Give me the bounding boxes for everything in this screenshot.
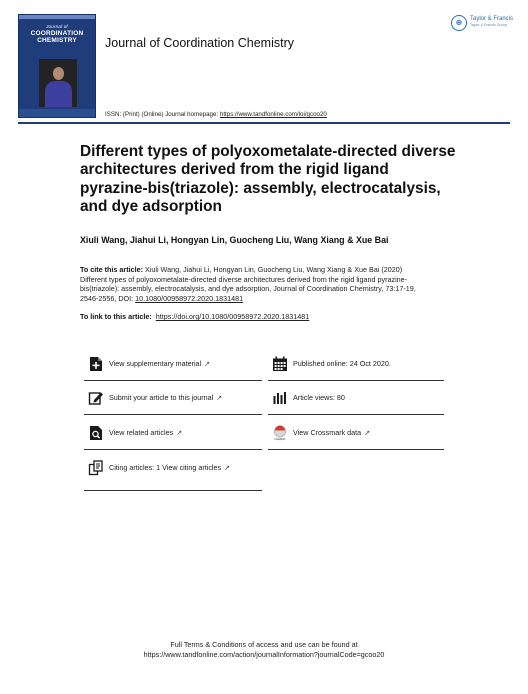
external-link-icon: ↗ bbox=[216, 395, 223, 402]
header-divider bbox=[18, 122, 510, 124]
crossmark-icon bbox=[272, 425, 288, 441]
supplementary-file-icon bbox=[88, 356, 104, 372]
citing-articles-icon bbox=[88, 460, 104, 476]
journal-cover bbox=[18, 14, 96, 118]
external-link-icon: ↗ bbox=[364, 430, 371, 437]
view-crossmark-data[interactable]: CrossMark View Crossmark data ↗ bbox=[268, 420, 444, 450]
view-supplementary-material[interactable]: View supplementary material ↗ bbox=[84, 351, 262, 381]
search-document-icon bbox=[88, 425, 104, 441]
publisher-logo[interactable]: ⊕ Taylor & Francis Taylor & Francis Group bbox=[451, 14, 517, 38]
publisher-logo-icon: ⊕ bbox=[451, 15, 467, 31]
external-link-icon: ↗ bbox=[224, 465, 230, 472]
external-link-icon: ↗ bbox=[204, 361, 211, 368]
edit-icon bbox=[88, 390, 104, 406]
view-citing-articles[interactable]: Citing articles: 1 View citing articles ↗ bbox=[84, 455, 262, 491]
calendar-icon bbox=[272, 356, 288, 372]
issn-line: ISSN: (Print) (Online) Journal homepage: https://www.tandfonline.com/loi/gcoo20 bbox=[105, 111, 327, 118]
published-online: Published online: 24 Oct 2020. bbox=[268, 351, 444, 381]
article-title: Different types of polyoxometalate-directed diverse architectures derived from the rigid ligand pyrazine-bis(triazole): assembly, electrocatalysis, and dye adsorption bbox=[80, 143, 456, 216]
citation-doi-link[interactable]: 10.1080/00958972.2020.1831481 bbox=[135, 293, 244, 303]
view-related-articles[interactable]: View related articles ↗ bbox=[84, 420, 262, 450]
submit-article-link[interactable]: Submit your article to this journal ↗ bbox=[84, 385, 262, 415]
citation-block: To cite this article: Xiuli Wang, Jiahui Li, Hongyan Lin, Guocheng Liu, Wang Xiang & Xue Bai (2020) Different types of polyoxometalate-directed diverse architectures derived from the rigid ligand pyrazine-bis(triazole): assembly, electrocatalysis, and dye adsorption, Journal of Coordination Chemistry, 73:17-19, 2546-2556, DOI: 10.1080/00958972.2020.1831481 bbox=[80, 265, 416, 303]
terms-notice: Full Terms & Conditions of access and use can be found at bbox=[170, 640, 358, 649]
journal-title: Journal of Coordination Chemistry bbox=[105, 36, 294, 50]
journal-information-link[interactable]: https://www.tandfonline.com/action/journalInformation?journalCode=gcoo20 bbox=[143, 650, 385, 659]
cover-photo bbox=[39, 59, 77, 107]
crossmark-badge-text: CrossMark bbox=[274, 438, 286, 441]
article-authors: Xiuli Wang, Jiahui Li, Hongyan Lin, Guocheng Liu, Wang Xiang & Xue Bai bbox=[80, 235, 389, 245]
cover-title: Journal of COORDINATION CHEMISTRY bbox=[30, 24, 84, 44]
journal-homepage-link[interactable]: https://www.tandfonline.com/loi/gcoo20 bbox=[219, 111, 327, 118]
external-link-icon: ↗ bbox=[176, 430, 183, 437]
article-views: Article views: 80 bbox=[268, 385, 444, 415]
bar-chart-icon bbox=[272, 390, 288, 406]
article-link-line: To link to this article: https://doi.org/10.1080/00958972.2020.1831481 bbox=[80, 312, 310, 321]
article-doi-link[interactable]: https://doi.org/10.1080/00958972.2020.1831481 bbox=[155, 312, 310, 321]
